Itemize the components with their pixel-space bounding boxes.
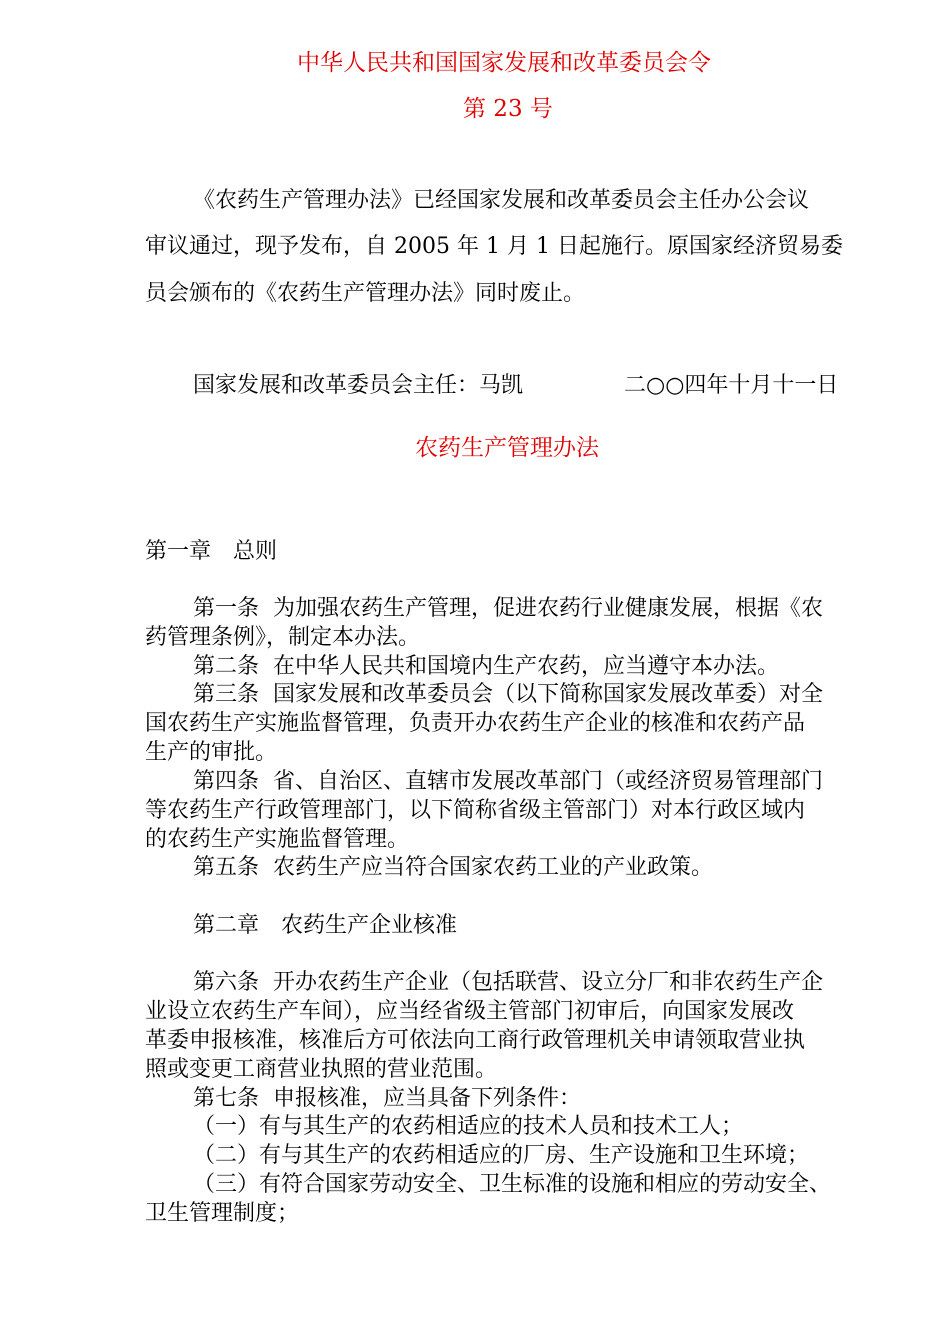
- chapter-2-heading: 第二章 农药生产企业核准: [193, 913, 458, 938]
- article-6-line-3: 革委申报核准，核准后方可依法向工商行政管理机关申请领取营业执: [145, 1028, 806, 1053]
- article-6-line-2: 业设立农药生产车间），应当经省级主管部门初审后，向国家发展改: [145, 999, 795, 1024]
- decree-title: 中华人民共和国国家发展和改革委员会令: [297, 50, 711, 76]
- article-6-line-4: 照或变更工商营业执照的营业范围。: [145, 1057, 498, 1082]
- item-3-line-1: （三）有符合国家劳动安全、卫生标准的设施和相应的劳动安全、: [193, 1172, 832, 1197]
- article-3-line-1: 第三条 国家发展和改革委员会（以下简称国家发展改革委）对全: [193, 682, 823, 707]
- item-3-line-2: 卫生管理制度；: [145, 1201, 300, 1226]
- item-1-line-1: （一）有与其生产的农药相适应的技术人员和技术工人；: [193, 1114, 744, 1139]
- article-3-line-3: 生产的审批。: [145, 740, 278, 765]
- preamble-line-3: 员会颁布的《农药生产管理办法》同时废止。: [145, 281, 586, 306]
- item-2-line-1: （二）有与其生产的农药相适应的厂房、生产设施和卫生环境；: [193, 1143, 810, 1168]
- article-2-line-1: 第二条 在中华人民共和国境内生产农药，应当遵守本办法。: [193, 654, 779, 679]
- article-1-line-1: 第一条 为加强农药生产管理，促进农药行业健康发展，根据《农: [193, 596, 823, 621]
- article-6-line-1: 第六条 开办农药生产企业（包括联营、设立分厂和非农药生产企: [193, 970, 823, 995]
- document-title: 农药生产管理办法: [415, 435, 599, 461]
- signing-date: 二○○四年十月十一日: [624, 373, 839, 398]
- article-4-line-2: 等农药生产行政管理部门，以下简称省级主管部门）对本行政区域内: [145, 798, 806, 823]
- chapter-1-heading: 第一章 总则: [145, 539, 278, 564]
- decree-number: 第 23 号: [463, 96, 553, 122]
- article-7-line-1: 第七条 申报核准，应当具备下列条件：: [193, 1086, 581, 1111]
- article-4-line-3: 的农药生产实施监督管理。: [145, 827, 410, 852]
- preamble-line-2: 审议通过，现予发布，自 2005 年 1 月 1 日起施行。原国家经济贸易委: [145, 234, 843, 259]
- preamble-line-1: 《农药生产管理办法》已经国家发展和改革委员会主任办公会议: [193, 188, 810, 213]
- article-3-line-2: 国农药生产实施监督管理，负责开办农药生产企业的核准和农药产品: [145, 711, 806, 736]
- article-5-line-1: 第五条 农药生产应当符合国家农药工业的产业政策。: [193, 855, 713, 880]
- article-4-line-1: 第四条 省、自治区、直辖市发展改革部门（或经济贸易管理部门: [193, 769, 823, 794]
- article-1-line-2: 药管理条例》，制定本办法。: [145, 625, 421, 650]
- signer: 国家发展和改革委员会主任：马凯: [193, 373, 524, 398]
